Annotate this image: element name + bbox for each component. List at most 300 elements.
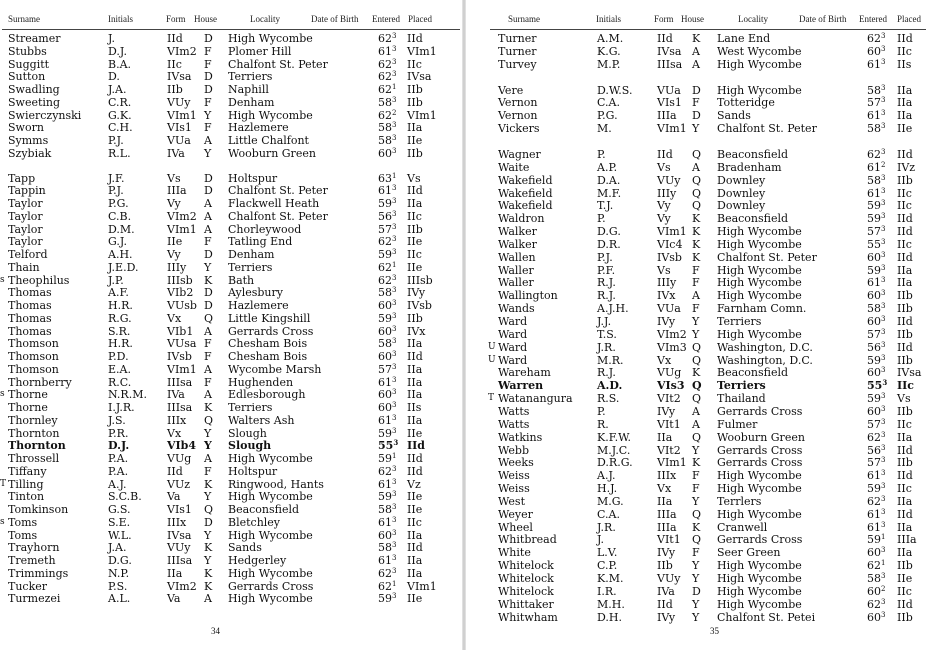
placed-cell: IId [407, 32, 423, 45]
house-cell: D [204, 286, 213, 300]
entered-cell [867, 148, 885, 161]
header-surname: Surname [8, 14, 40, 24]
placed-cell: IIa [407, 375, 423, 389]
surname-cell: Toms [8, 528, 38, 542]
table-row [466, 109, 927, 122]
house-cell: Q [692, 507, 702, 521]
entered-cell [867, 354, 885, 367]
surname-prefix: s [0, 274, 5, 285]
house-cell: K [692, 225, 701, 239]
placed-cell: IIe [407, 260, 423, 274]
placed-cell: IIc [897, 482, 912, 496]
table-row [466, 611, 927, 624]
form-cell: IIIsa [167, 375, 193, 389]
surname-cell: Whitelock [498, 559, 554, 573]
entered-term: 3 [881, 520, 886, 529]
entered-year: 60 [867, 584, 881, 598]
entered-year: 62 [378, 273, 392, 287]
form-cell: IVx [657, 289, 676, 303]
locality-cell: Chesham Bois [228, 337, 308, 351]
initials-cell: P.J. [108, 134, 124, 147]
table-row [0, 376, 462, 389]
locality-cell: Bath [228, 273, 255, 287]
entered-term: 3 [392, 362, 397, 371]
locality-cell: High Wycombe [228, 490, 313, 504]
surname-cell: Thain [8, 260, 40, 274]
initials-cell: J.S. [108, 413, 126, 427]
table-row [466, 482, 927, 495]
entered-term: 3 [392, 337, 397, 346]
table-row [0, 197, 462, 210]
entered-cell [378, 45, 396, 58]
placed-cell: IId [407, 350, 423, 363]
entered-cell [867, 546, 885, 559]
placed-cell: IIa [897, 276, 913, 290]
entered-cell [378, 325, 396, 338]
entered-cell [378, 554, 396, 567]
entered-year: 62 [378, 260, 392, 274]
placed-cell: IIa [897, 83, 913, 97]
table-row [0, 592, 462, 605]
entered-year: 56 [378, 209, 392, 223]
surname-cell: Sweeting [8, 95, 61, 109]
table-row [466, 161, 927, 174]
locality-cell: Downley [717, 199, 766, 213]
entered-term: 3 [392, 592, 397, 601]
entered-cell [378, 388, 396, 401]
surname-cell: Vere [498, 83, 524, 97]
entered-year: 62 [378, 464, 392, 478]
entered-term: 3 [392, 197, 397, 205]
surname-cell: Tomkinson [8, 503, 69, 516]
table-row [466, 122, 927, 135]
house-cell: A [692, 160, 700, 174]
entered-year: 59 [867, 199, 881, 213]
initials-cell: A.P. [597, 160, 618, 174]
locality-cell: Totteridge [717, 96, 775, 110]
surname-cell: Ward [498, 340, 528, 354]
entered-cell [867, 559, 885, 572]
initials-cell: K.M. [597, 572, 624, 585]
initials-cell: P.D. [108, 350, 129, 363]
entered-year: 59 [867, 353, 881, 367]
form-cell: VIm1 [657, 225, 687, 239]
table-row [466, 559, 927, 572]
locality-cell: High Wycombe [717, 263, 802, 277]
placed-cell: IIa [897, 520, 913, 534]
entered-year: 57 [867, 96, 881, 110]
table-row [0, 286, 462, 299]
entered-cell [378, 223, 396, 236]
surname-prefix: U [488, 341, 496, 352]
table-row [0, 45, 462, 58]
entered-term: 3 [392, 121, 397, 130]
house-cell: Y [692, 572, 700, 585]
entered-term: 3 [392, 426, 397, 435]
table-row [0, 363, 462, 376]
entered-term: 3 [392, 248, 397, 256]
house-cell: D [204, 32, 213, 45]
form-cell: VUsb [167, 299, 197, 312]
placed-cell: VIm1 [407, 44, 437, 58]
initials-cell: D.J. [108, 439, 130, 453]
table-row [0, 58, 462, 71]
placed-cell: IId [897, 340, 913, 354]
house-cell: F [692, 263, 700, 277]
locality-cell: High Wycombe [717, 507, 802, 521]
entered-cell [867, 122, 885, 135]
table-row [0, 299, 462, 312]
entered-cell [378, 478, 396, 491]
surname-cell: Walker [498, 237, 537, 251]
form-cell: IIe [167, 235, 183, 249]
form-cell: VIs1 [167, 503, 192, 516]
house-cell: A [692, 289, 700, 303]
surname-cell: Waite [498, 160, 530, 174]
surname-cell: West [498, 494, 525, 508]
entered-year: 62 [378, 32, 392, 45]
initials-cell: D.R. [597, 237, 621, 251]
surname-cell: Thomson [8, 362, 59, 376]
form-cell: VUz [167, 477, 191, 491]
house-cell: Y [692, 597, 700, 611]
form-cell: Vs [657, 263, 671, 277]
initials-cell: D.W.S. [597, 83, 633, 97]
house-cell: Q [692, 430, 702, 444]
entered-year: 59 [867, 533, 881, 547]
surname-cell: Suggitt [8, 57, 50, 71]
entered-cell [867, 379, 887, 392]
surname-cell: Tinton [8, 490, 45, 504]
entered-term: 3 [881, 494, 886, 503]
initials-cell: I.R. [597, 584, 617, 598]
locality-cell: Terriers [228, 70, 273, 84]
header-surname: Surname [508, 14, 540, 24]
house-cell: K [204, 541, 213, 555]
entered-cell [378, 32, 396, 45]
header-house: House [194, 14, 217, 24]
form-cell: VIm1 [657, 456, 687, 470]
placed-cell: IIc [407, 57, 422, 71]
entered-cell [867, 264, 885, 277]
placed-cell: IId [897, 315, 913, 328]
surname-cell: Weiss [498, 469, 530, 483]
house-cell: Q [204, 503, 214, 516]
form-cell: IIc [167, 57, 182, 71]
form-cell: IIb [167, 83, 183, 96]
locality-cell: High Wycombe [228, 566, 313, 580]
table-row [466, 148, 927, 161]
house-cell: Q [692, 186, 702, 200]
entered-cell [378, 592, 396, 605]
entered-cell [867, 341, 885, 354]
entered-year: 58 [378, 541, 392, 555]
house-cell: Y [204, 260, 212, 274]
placed-cell: IVsa [897, 366, 922, 380]
table-row [466, 276, 927, 289]
locality-cell: Wycombe Marsh [228, 362, 322, 376]
placed-cell: IIa [407, 197, 423, 210]
initials-cell: P.F. [597, 263, 616, 277]
house-cell: F [204, 375, 212, 389]
surname-cell: Szybiak [8, 146, 52, 160]
placed-cell: IVx [407, 324, 426, 338]
house-cell: Y [692, 559, 700, 573]
entered-cell [378, 210, 396, 223]
locality-cell: High Wycombe [717, 225, 802, 239]
form-cell: IIIa [167, 184, 187, 198]
surname-prefix: T [488, 393, 495, 404]
locality-cell: Lane End [717, 32, 771, 45]
locality-cell: High Wycombe [228, 452, 313, 465]
form-cell: VUy [657, 173, 681, 187]
table-row [0, 109, 462, 122]
initials-cell: J.E.D. [108, 260, 139, 274]
house-cell: K [692, 250, 701, 264]
placed-cell: IIb [897, 353, 913, 367]
house-cell: D [204, 515, 213, 529]
entered-term: 3 [392, 184, 397, 193]
locality-cell: Chalfont St. Peter [228, 209, 328, 223]
table-row [0, 439, 462, 452]
locality-cell: Sands [717, 109, 751, 123]
form-cell: VIm1 [657, 122, 687, 136]
locality-cell: High Wycombe [717, 276, 802, 290]
surname-cell: Thorne [8, 388, 48, 402]
entered-year: 61 [867, 160, 881, 174]
locality-cell: Chalfont St. Peter [717, 250, 817, 264]
initials-cell: C.A. [597, 96, 620, 110]
initials-cell: K.F.W. [597, 430, 632, 444]
initials-cell: P.G. [108, 197, 129, 210]
entered-year: 55 [867, 379, 883, 393]
header-initials: Initials [108, 14, 133, 24]
initials-cell: R.S. [597, 392, 620, 406]
entered-year: 61 [867, 276, 881, 290]
form-cell: IIa [657, 430, 673, 444]
locality-cell: High Wycombe [717, 469, 802, 483]
surname-cell: Turmezei [8, 592, 61, 606]
header-locality: Locality [738, 14, 768, 24]
table-row [466, 521, 927, 534]
locality-cell: High Wycombe [717, 327, 802, 341]
table-row [0, 541, 462, 554]
initials-cell: R.J. [597, 289, 616, 303]
entered-cell [378, 529, 396, 542]
entered-term: 3 [881, 469, 886, 478]
table-row [0, 401, 462, 414]
initials-cell: R.L. [108, 146, 131, 160]
initials-cell: P. [597, 404, 606, 418]
house-cell: F [692, 546, 700, 560]
locality-cell: Terriers [717, 315, 762, 328]
locality-cell: Beaconsfield [228, 503, 300, 516]
surname-cell: Ward [498, 327, 528, 341]
placed-cell: Vs [407, 171, 421, 185]
form-cell: IIa [167, 566, 183, 580]
entered-cell [867, 302, 885, 315]
surname-cell: Stubbs [8, 44, 47, 58]
table-row [466, 598, 927, 611]
surname-cell: Telford [8, 248, 48, 261]
surname-cell: Whitelock [498, 572, 554, 585]
locality-cell: Bletchley [228, 515, 281, 529]
entered-term: 3 [881, 32, 886, 40]
entered-term: 3 [882, 378, 888, 388]
surname-cell: Wakefield [498, 186, 553, 200]
house-cell: A [204, 388, 212, 402]
surname-prefix: T [0, 478, 7, 489]
entered-cell [378, 363, 396, 376]
form-cell: Va [167, 592, 181, 606]
table-row [0, 248, 462, 261]
initials-cell: D.M. [108, 222, 135, 236]
entered-year: 55 [378, 439, 394, 453]
table-row [0, 121, 462, 134]
form-cell: IVa [167, 388, 185, 402]
form-cell: VIt1 [657, 417, 681, 431]
house-cell: F [204, 95, 212, 109]
house-cell: A [204, 134, 212, 147]
placed-cell: IIe [407, 426, 423, 440]
table-row [466, 45, 927, 58]
house-cell: Y [692, 315, 700, 328]
placed-cell: Vs [897, 392, 911, 406]
surname-cell: Trayhorn [8, 541, 60, 555]
table-row [466, 444, 927, 457]
entered-year: 60 [378, 401, 392, 414]
placed-cell: IIc [897, 237, 912, 251]
form-cell: Vx [657, 353, 672, 367]
house-cell: D [204, 83, 213, 96]
entered-year: 62 [378, 566, 392, 580]
entered-term: 3 [881, 199, 886, 208]
house-cell: F [204, 44, 212, 58]
initials-cell: A.J. [597, 469, 616, 483]
table-row [0, 490, 462, 503]
entered-year: 60 [378, 324, 392, 338]
entered-cell [378, 465, 396, 478]
table-row [466, 174, 927, 187]
placed-cell: IIc [897, 44, 912, 58]
surname-cell: Waldron [498, 212, 545, 226]
surname-cell: Waller [498, 276, 534, 290]
initials-cell: R.G. [108, 311, 132, 325]
placed-cell: IIIsb [407, 273, 433, 287]
entered-year: 58 [378, 121, 392, 135]
entered-term: 3 [392, 299, 397, 307]
placed-cell: IIb [407, 95, 423, 109]
form-cell: IIIa [657, 520, 677, 534]
form-cell: VUsa [167, 337, 197, 351]
entered-cell [378, 274, 396, 287]
house-cell: K [204, 579, 213, 593]
form-cell: VUy [167, 95, 191, 109]
form-cell: IVy [657, 546, 676, 560]
locality-cell: High Wycombe [717, 597, 802, 611]
initials-cell: J. [597, 533, 605, 547]
initials-cell: L.V. [597, 546, 618, 560]
initials-cell: J.R. [597, 520, 616, 534]
entered-year: 57 [867, 456, 881, 470]
house-cell: F [204, 235, 212, 249]
form-cell: VIs1 [167, 121, 192, 135]
header-initials: Initials [596, 14, 621, 24]
placed-cell: IIb [897, 173, 913, 187]
entered-year: 61 [867, 57, 881, 71]
entered-term: 3 [392, 464, 397, 473]
entered-year: 60 [378, 146, 392, 160]
locality-cell: Fulmer [717, 417, 758, 431]
placed-cell: IIa [407, 554, 423, 567]
locality-cell: High Wycombe [228, 32, 313, 45]
form-cell: IIIsa [167, 554, 193, 567]
entered-year: 59 [378, 490, 392, 504]
entered-year: 59 [378, 311, 392, 325]
form-cell: IIIx [167, 413, 187, 427]
form-cell: IId [657, 147, 673, 161]
entered-term: 3 [881, 353, 886, 362]
entered-term: 3 [881, 147, 886, 156]
entered-term: 1 [881, 533, 886, 542]
house-cell: A [204, 592, 212, 606]
form-cell: IId [657, 597, 673, 611]
locality-cell: Hazlemere [228, 299, 289, 312]
surname-cell: Weeks [498, 456, 534, 470]
entered-year: 61 [378, 44, 392, 58]
initials-cell: G.K. [108, 108, 132, 122]
table-row [0, 325, 462, 338]
locality-cell: Thailand [717, 392, 766, 406]
initials-cell: C.P. [597, 559, 618, 573]
form-cell: VIs1 [657, 96, 682, 110]
table-row [0, 567, 462, 580]
form-cell: VIm3 [657, 340, 687, 354]
surname-cell: Taylor [8, 222, 43, 236]
placed-cell: IIa [407, 362, 423, 376]
form-cell: VIm1 [167, 362, 197, 376]
entered-cell [867, 328, 885, 341]
surname-cell: Wagner [498, 147, 541, 161]
entered-cell [867, 109, 885, 122]
entered-year: 60 [378, 388, 392, 402]
table-row [0, 503, 462, 516]
form-cell: IVy [657, 404, 676, 418]
initials-cell: J.F. [108, 171, 125, 185]
form-cell: IIIsb [167, 273, 193, 287]
entered-year: 60 [867, 366, 881, 380]
entered-cell [867, 238, 885, 251]
surname-cell: Vickers [498, 122, 540, 136]
entered-cell [378, 70, 396, 83]
placed-cell: IIb [407, 83, 423, 96]
table-row [466, 366, 927, 379]
initials-cell: D.J. [108, 44, 127, 58]
entered-term: 3 [392, 528, 397, 537]
locality-cell: Terriers [228, 401, 273, 414]
form-cell: Vs [657, 160, 671, 174]
entered-term: 3 [392, 503, 397, 511]
house-cell: F [692, 96, 700, 110]
entered-year: 59 [378, 197, 392, 210]
locality-cell: Hazlemere [228, 121, 289, 135]
entered-cell [378, 134, 396, 147]
entered-year: 60 [378, 299, 392, 312]
entered-term: 3 [881, 212, 886, 221]
surname-cell: Weyer [498, 507, 533, 521]
house-cell: Q [204, 413, 214, 427]
locality-cell: Denham [228, 95, 275, 109]
